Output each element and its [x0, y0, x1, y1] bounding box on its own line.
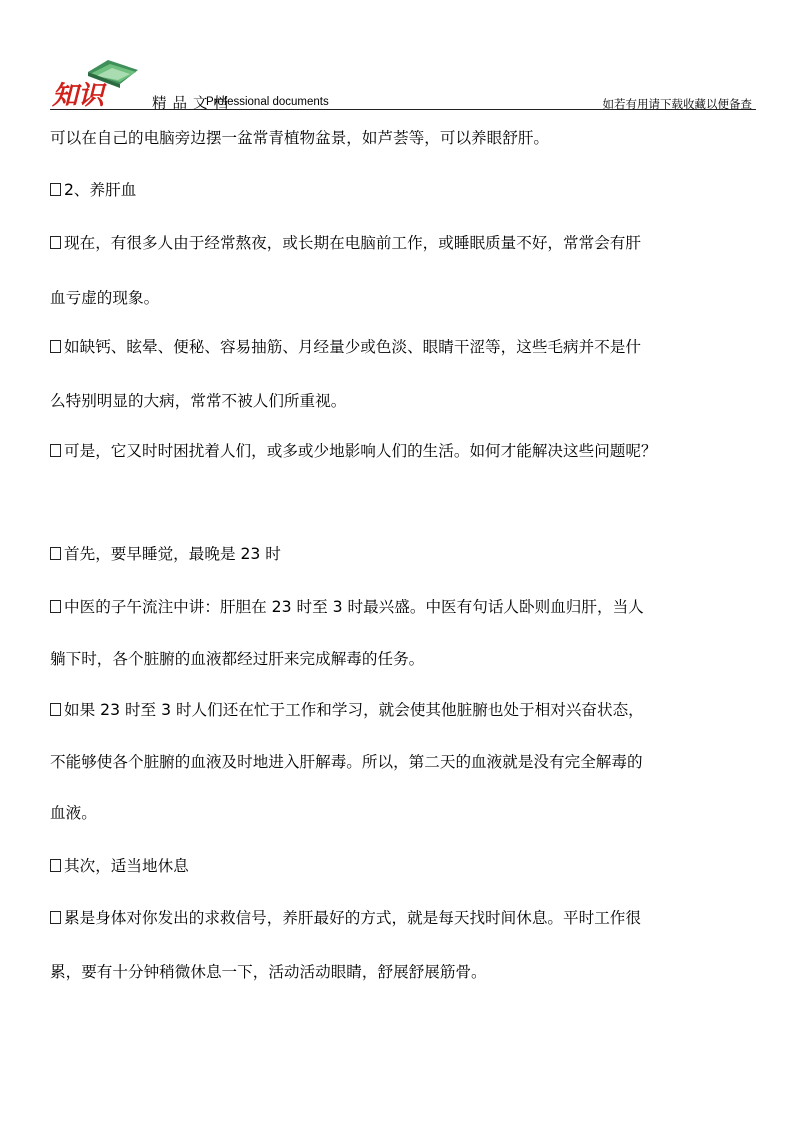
bullet-box-icon	[50, 859, 61, 872]
bullet-box-icon	[50, 236, 61, 249]
page-header	[50, 50, 756, 112]
paragraph-line: 躺下时，各个脏腑的血液都经过肝来完成解毒的任务。	[50, 650, 425, 668]
bullet-box-icon	[50, 340, 61, 353]
paragraph-line: 如缺钙、眩晕、便秘、容易抽筋、月经量少或色淡、眼睛干涩等，这些毛病并不是什	[50, 337, 641, 357]
logo-icon	[50, 54, 146, 110]
paragraph-line: 累是身体对你发出的求救信号，养肝最好的方式，就是每天找时间休息。平时工作很	[50, 908, 641, 928]
header-title: 精品文档	[152, 96, 234, 112]
bullet-box-icon	[50, 444, 61, 457]
paragraph-line: 现在，有很多人由于经常熬夜，或长期在电脑前工作，或睡眠质量不好，常常会有肝	[50, 233, 641, 253]
paragraph-line: 首先，要早睡觉，最晚是 23 时	[50, 544, 281, 564]
paragraph-line: 其次，适当地休息	[50, 856, 189, 876]
svg-text:知识: 知识	[52, 81, 105, 110]
bullet-box-icon	[50, 703, 61, 716]
paragraph-line: 累，要有十分钟稍微休息一下，活动活动眼睛，舒展舒展筋骨。	[50, 963, 487, 981]
paragraph-line: 血亏虚的现象。	[50, 289, 160, 307]
header-note: 如若有用请下载收藏以便备查	[602, 97, 752, 111]
paragraph-line: 可以在自己的电脑旁边摆一盆常青植物盆景，如芦荟等，可以养眼舒肝。	[50, 129, 550, 147]
bullet-box-icon	[50, 183, 61, 196]
paragraph-line: 2、养肝血	[50, 180, 136, 200]
paragraph-line: 可是，它又时时困扰着人们，或多或少地影响人们的生活。如何才能解决这些问题呢？	[50, 441, 657, 461]
bullet-box-icon	[50, 600, 61, 613]
paragraph-line: 不能够使各个脏腑的血液及时地进入肝解毒。所以，第二天的血液就是没有完全解毒的	[50, 753, 643, 771]
bullet-box-icon	[50, 547, 61, 560]
paragraph-line: 如果 23 时至 3 时人们还在忙于工作和学习，就会使其他脏腑也处于相对兴奋状态，	[50, 700, 644, 720]
paragraph-line: 血液。	[50, 804, 97, 822]
header-divider	[50, 109, 756, 110]
header-subtitle: Professional documents	[206, 96, 329, 108]
paragraph-line: 么特别明显的大病，常常不被人们所重视。	[50, 392, 347, 410]
paragraph-line: 中医的子午流注中讲：肝胆在 23 时至 3 时最兴盛。中医有句话人卧则血归肝，当人	[50, 597, 644, 617]
bullet-box-icon	[50, 911, 61, 924]
